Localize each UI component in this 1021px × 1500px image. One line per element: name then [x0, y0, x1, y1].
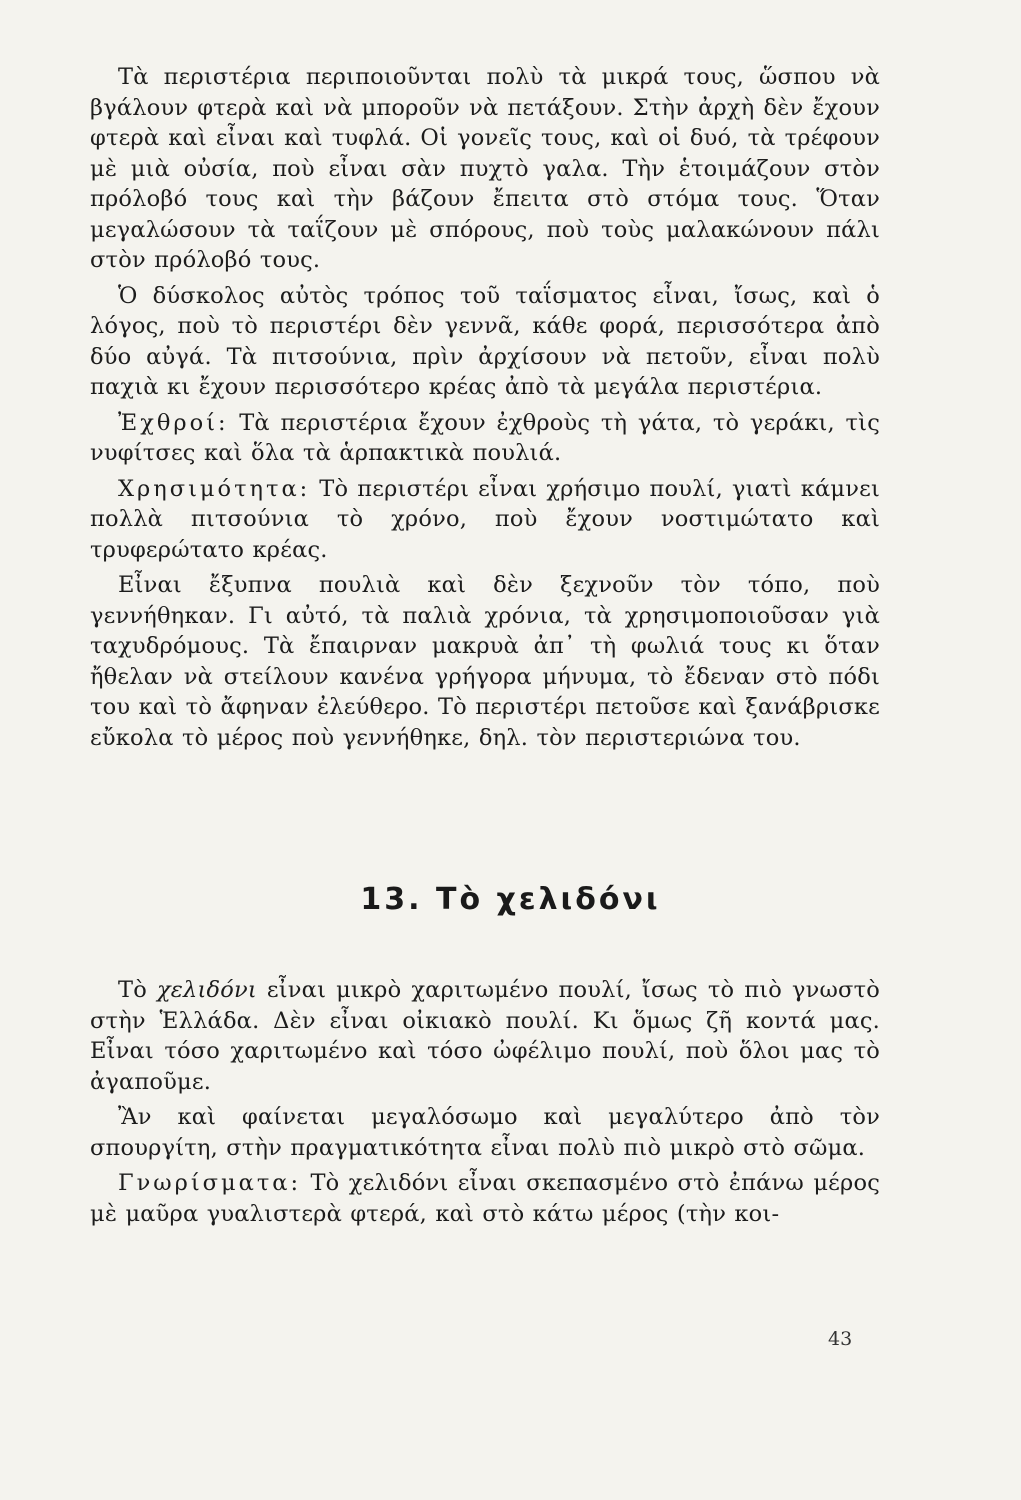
- paragraph-swallow-intro: [90, 975, 880, 1097]
- characteristics-text: Τὸ χελιδόνι εἶναι σκεπασμένο στὸ ἐπάνω μέρος μὲ μαῦρα γυαλιστερὰ φτερά, καὶ στὸ κάτω μέρος (τὴν κοι-: [90, 1170, 880, 1227]
- swallow-section-text: [90, 975, 880, 1234]
- page-number: 43: [828, 1328, 853, 1350]
- swallow-intro-rest: εἶναι μικρὸ χαριτωμένο πουλί, ἴσως τὸ πιὸ γνωστὸ στὴν Ἑλλάδα. Δὲν εἶναι οἰκιακὸ πουλί. Κι ὅμως ζῆ κοντά μας. Εἶναι τόσο χαριτωμένο καὶ τόσο ὠφέλιμο πουλί, ποὺ ὅλοι μας τὸ ἀγαποῦμε.: [90, 977, 880, 1095]
- paragraph-messenger-pigeons: Εἶναι ἔξυπνα πουλιὰ καὶ δὲν ξεχνοῦν τὸν τόπο, ποὺ γεννήθηκαν. Γι αὐτό, τὰ παλιὰ χρόνια, τὰ χρησιμοποιοῦσαν γιὰ ταχυδρόμους. Τὰ ἔπαιρναν μακρυὰ ἀπ᾿ τὴ φωλιά τους κι ὅταν ἤθελαν νὰ στείλουν κανένα γρήγορα μήνυμα, τὸ ἔδεναν στὸ πόδι του καὶ τὸ ἄφηναν ἐλεύθερο. Τὸ περιστέρι πετοῦσε καὶ ξανάβρισκε εὔκολα τὸ μέρος ποὺ γεννήθηκε, δηλ. τὸν περιστεριώνα του.: [90, 572, 880, 751]
- enemies-label: Ἐχθροί:: [118, 409, 229, 436]
- enemies-text: Τὰ περιστέρια ἔχουν ἐχθροὺς τὴ γάτα, τὸ γεράκι, τὶς νυφίτσες καὶ ὅλα τὰ ἁρπακτικὰ πουλιά.: [90, 409, 880, 466]
- pigeon-section-text: [90, 62, 880, 758]
- chapter-heading: 13. Τὸ χελιδόνι: [360, 882, 661, 917]
- paragraph-characteristics: [90, 1168, 880, 1229]
- paragraph-enemies: [90, 408, 880, 469]
- usefulness-label: Χρησιμότητα:: [118, 475, 311, 502]
- swallow-term: χελιδόνι: [156, 977, 257, 1003]
- paragraph-usefulness: [90, 474, 880, 566]
- characteristics-label: Γνωρίσματα:: [118, 1170, 302, 1196]
- paragraph-swallow-size: Ἂν καὶ φαίνεται μεγαλόσωμο καὶ μεγαλύτερο ἀπὸ τὸν σπουργίτη, στὴν πραγματικότητα εἶναι πολὺ πιὸ μικρὸ στὸ σῶμα.: [90, 1104, 880, 1161]
- paragraph-pigeon-chicks: Τὰ περιστέρια περιποιοῦνται πολὺ τὰ μικρά τους, ὥσπου νὰ βγάλουν φτερὰ καὶ νὰ μποροῦν νὰ πετάξουν. Στὴν ἀρχὴ δὲν ἔχουν φτερὰ καὶ εἶναι καὶ τυφλά. Οἱ γονεῖς τους, καὶ οἱ δυό, τὰ τρέφουν μὲ μιὰ οὐσία, ποὺ εἶναι σὰν πυχτὸ γαλα. Τὴν ἑτοιμάζουν στὸν πρόλοβό τους καὶ τὴν βάζουν ἔπειτα στὸ στόμα τους. Ὅταν μεγαλώσουν τὰ ταΐζουν μὲ σπόρους, ποὺ τοὺς μαλακώνουν πάλι στὸν πρόλοβό τους.: [90, 64, 880, 273]
- swallow-intro-start: Τὸ: [118, 977, 147, 1003]
- paragraph-pigeon-feeding: Ὁ δύσκολος αὐτὸς τρόπος τοῦ ταΐσματος εἶναι, ἴσως, καὶ ὁ λόγος, ποὺ τὸ περιστέρι δὲν γεννᾶ, κάθε φορά, περισσότερα ἀπὸ δύο αὐγά. Τὰ πιτσούνια, πρὶν ἀρχίσουν νὰ πετοῦν, εἶναι πολὺ παχιὰ κι ἔχουν περισσότερο κρέας ἀπὸ τὰ μεγάλα περιστέρια.: [90, 282, 880, 400]
- usefulness-text: Τὸ περιστέρι εἶναι χρήσιμο πουλί, γιατὶ κάμνει πολλὰ πιτσούνια τὸ χρόνο, ποὺ ἔχουν νοστιμώτατο καὶ τρυφερώτατο κρέας.: [90, 475, 880, 563]
